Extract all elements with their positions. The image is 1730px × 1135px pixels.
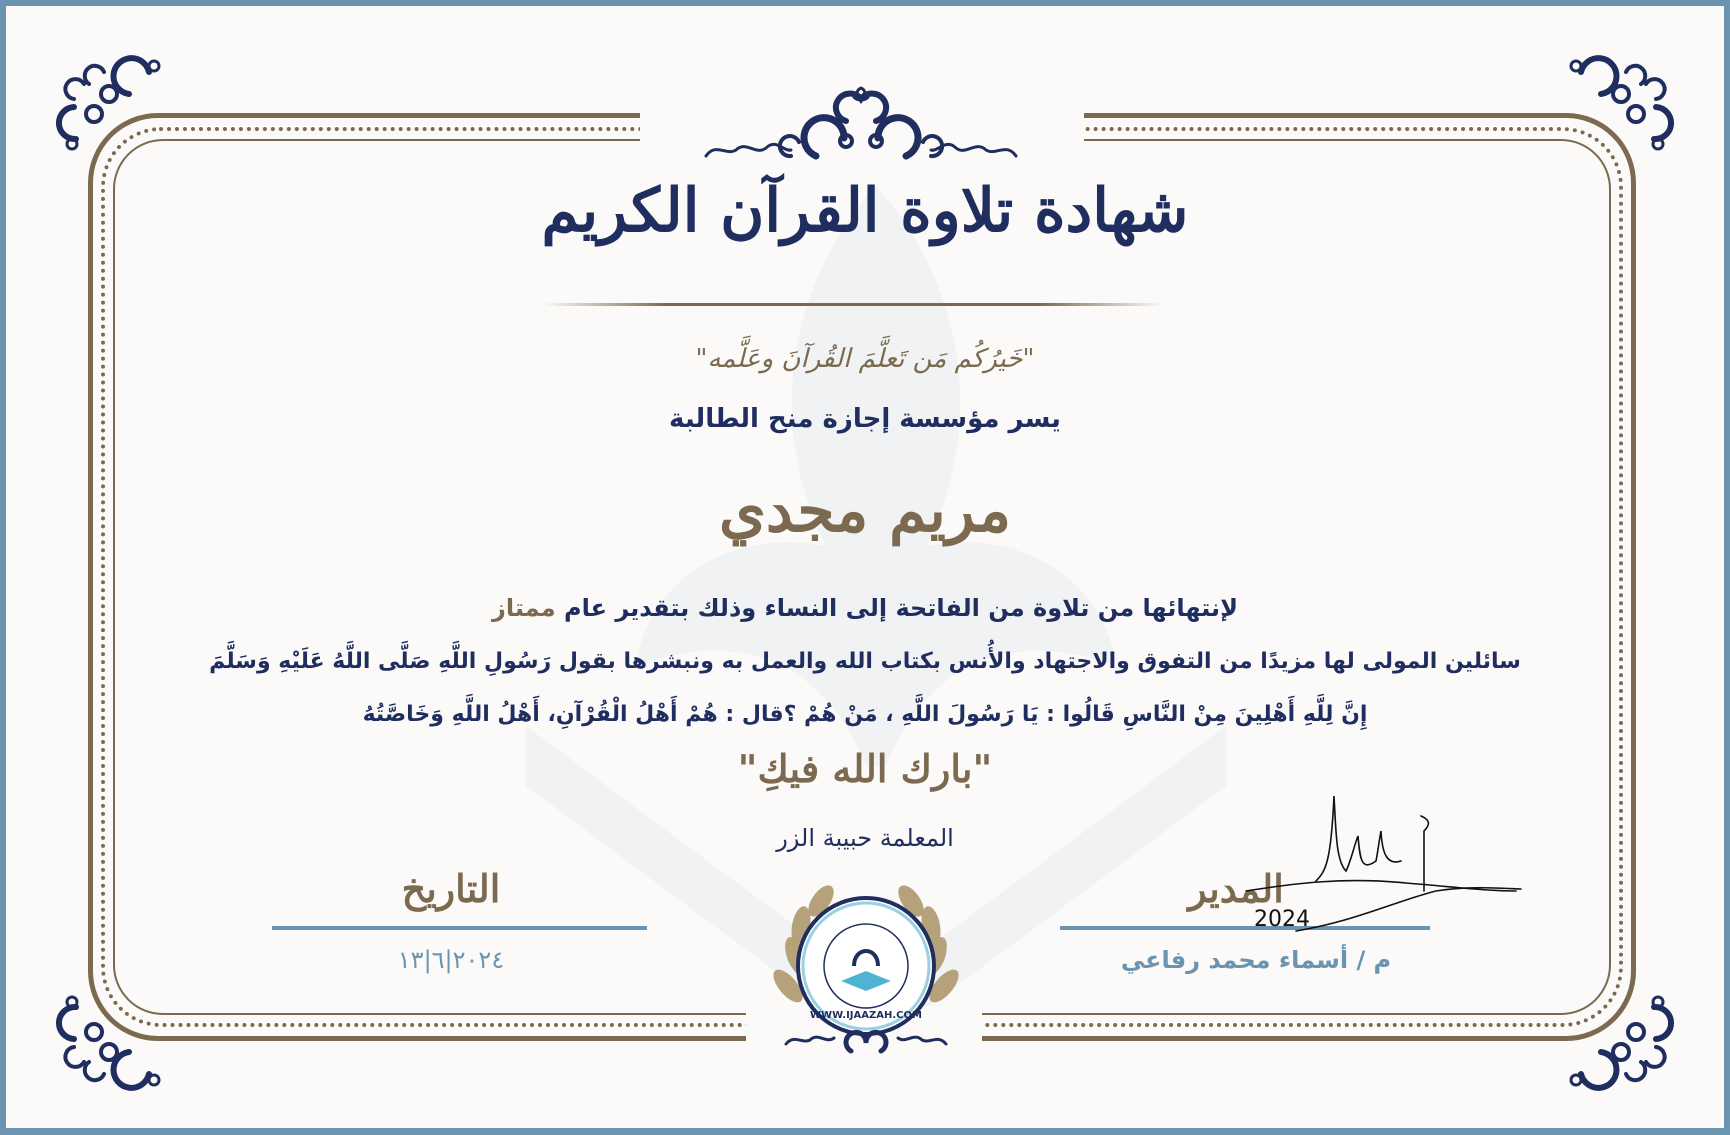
certificate bbox=[6, 6, 1724, 1128]
corner-ornament-bottom-left-icon bbox=[54, 992, 164, 1102]
signature-year: 2024 bbox=[1254, 907, 1310, 932]
blessing-text: "بارك الله فيكِ" bbox=[737, 746, 993, 791]
institution-seal bbox=[766, 866, 966, 1066]
achievement-text: لإنتهائها من تلاوة من الفاتحة إلى النساء وذلك بتقدير عام bbox=[563, 594, 1238, 622]
director-label: المدير bbox=[1188, 866, 1284, 911]
date-label: التاريخ bbox=[401, 866, 501, 911]
intro-text: يسر مؤسسة إجازة منح الطالبة bbox=[669, 404, 1061, 434]
top-center-ornament-icon bbox=[696, 76, 1026, 168]
corner-ornament-bottom-right-icon bbox=[1566, 992, 1676, 1102]
prayer-line: سائلين المولى لها مزيدًا من التفوق والاجتهاد والأُنس بكتاب الله والعمل به ونبشرها بقول رَسُولِ اللَّهِ صَلَّى اللَّهُ عَلَيْهِ وَسَلَّمَ bbox=[209, 649, 1521, 674]
hadith-quote: "خَيرُكُم مَن تَعلَّمَ القُرآنَ وعَلَّمه" bbox=[695, 344, 1035, 374]
corner-ornament-top-right-icon bbox=[1566, 44, 1676, 154]
grade-text: ممتاز bbox=[492, 594, 556, 622]
director-signature bbox=[1236, 791, 1526, 941]
hadith-line: إِنَّ لِلَّهِ أَهْلِينَ مِنْ النَّاسِ قَالُوا : يَا رَسُولَ اللَّهِ ، مَنْ هُمْ ؟قال : هُمْ أَهْلُ الْقُرْآنِ، أَهْلُ اللَّهِ وَخَاصَّتُهُ bbox=[362, 702, 1368, 727]
achievement-line bbox=[6, 594, 1724, 622]
date-value: ٢٠٢٤|٦|١٣ bbox=[397, 946, 505, 974]
student-name: مريم مجدي bbox=[718, 476, 1012, 546]
title-divider bbox=[543, 303, 1163, 306]
date-rule bbox=[272, 926, 647, 930]
certificate-title: شهادة تلاوة القرآن الكريم bbox=[541, 176, 1189, 246]
director-name: م / أسماء محمد رفاعي bbox=[1120, 946, 1392, 974]
seal-url: WWW.IJAAZAH.COM bbox=[810, 1010, 922, 1021]
teacher-name: المعلمة حبيبة الزر bbox=[776, 824, 954, 852]
corner-ornament-top-left-icon bbox=[54, 44, 164, 154]
